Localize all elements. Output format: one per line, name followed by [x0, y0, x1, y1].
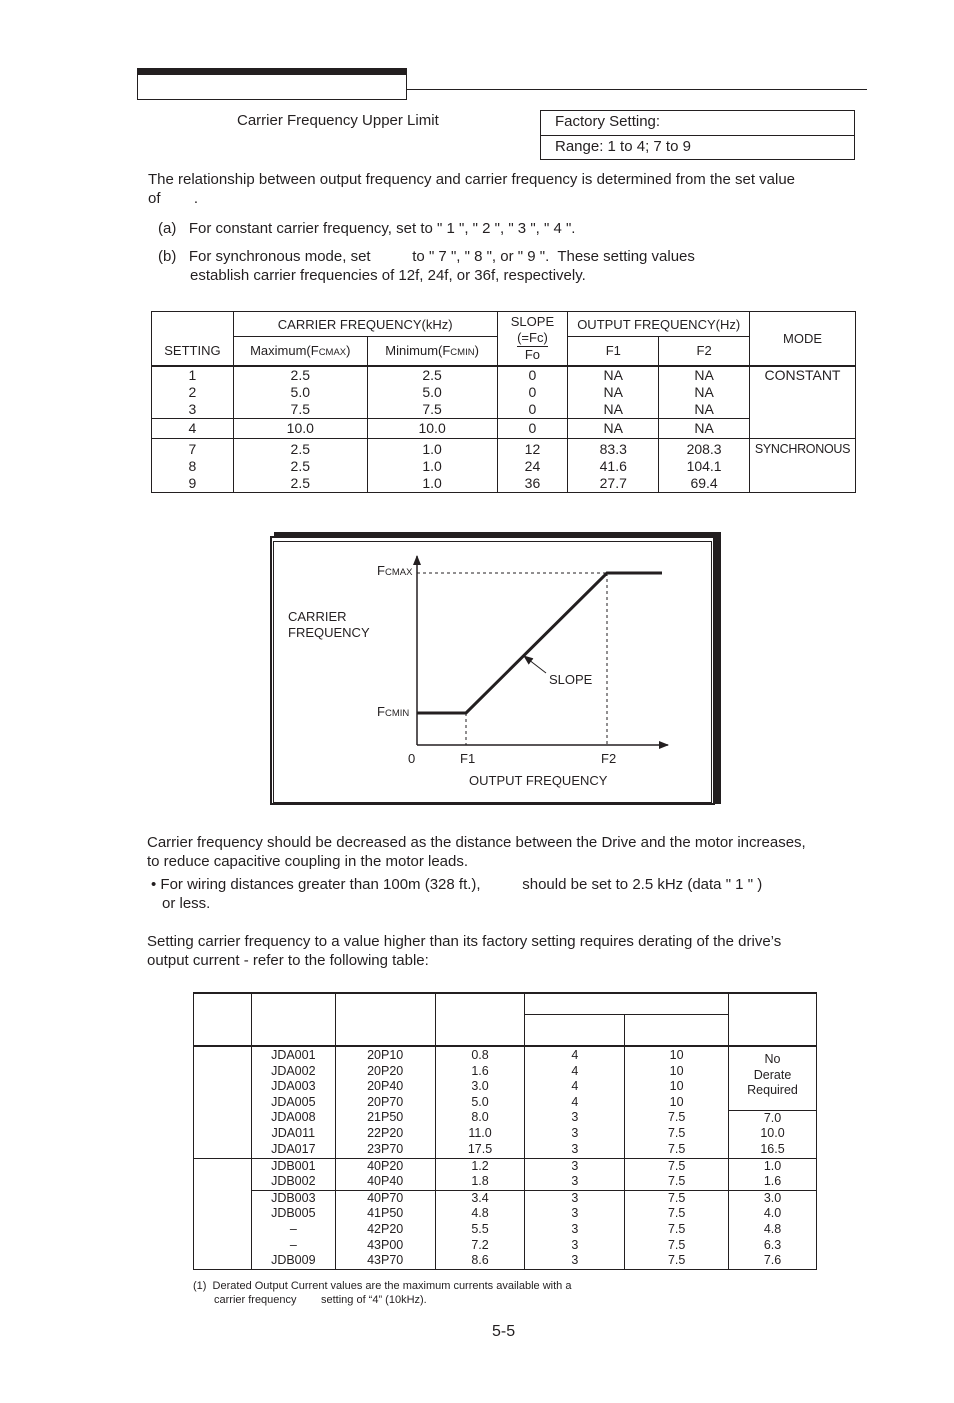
- header-minimum: Minimum(FCMIN): [367, 337, 497, 366]
- header-cell: [194, 993, 252, 1046]
- intro-line-1: The relationship between output frequency and carrier frequency is determined from the set value: [148, 171, 796, 188]
- max-cell: 2.5 2.5 2.5: [233, 438, 367, 492]
- footnote-line-1: (1) Derated Output Current values are the maximum currents available with a: [193, 1280, 572, 1292]
- derate-cell: No Derate Required: [729, 1046, 817, 1110]
- f2-cell: NA: [659, 418, 750, 438]
- model-cell: JDB001 JDB002: [251, 1158, 335, 1190]
- fcmax-label: FCMAX: [377, 563, 413, 578]
- intro-item-b-line-2: establish carrier frequencies of 12f, 24f, or 36f, respectively.: [190, 267, 586, 284]
- header-cell: [435, 993, 525, 1046]
- header-cell: [729, 993, 817, 1046]
- derate-cell: 7.0 10.0 16.5: [729, 1110, 817, 1158]
- f2-cell: NA NA NA: [659, 366, 750, 419]
- slope-cell: 0 0 0: [497, 366, 568, 419]
- slope-cell: 0: [497, 418, 568, 438]
- carrier-cell: 4 4 4 4: [525, 1046, 625, 1110]
- current-cell: 0.8 1.6 3.0 5.0: [435, 1046, 525, 1110]
- current-cell: 1.2 1.8: [435, 1158, 525, 1190]
- header-f1: F1: [568, 337, 659, 366]
- carrier-cell: 3 3 3 3 3: [525, 1190, 625, 1269]
- y-axis-label-line-1: CARRIER: [288, 609, 347, 624]
- page-number: 5-5: [492, 1323, 516, 1340]
- derate-cell: 1.0 1.6: [729, 1158, 817, 1190]
- mode-constant-cell: CONSTANT: [750, 366, 856, 439]
- parameter-title: Carrier Frequency Upper Limit: [237, 112, 439, 129]
- factory-setting-label: Factory Setting:: [555, 113, 661, 130]
- slope-title: SLOPE: [510, 313, 555, 329]
- slope-cell: 12 24 36: [497, 438, 568, 492]
- carrier-curve: [417, 573, 662, 713]
- f1-cell: 83.3 41.6 27.7: [568, 438, 659, 492]
- header-cell: [525, 993, 729, 1014]
- bullet-line-2: or less.: [162, 895, 211, 912]
- mode-synchronous-cell: SYNCHRONOUS: [750, 438, 856, 492]
- header-carrier-frequency: CARRIER FREQUENCY(kHz): [233, 312, 497, 337]
- carrier-cell: 10 10 10 10: [625, 1046, 729, 1110]
- setting-cell: 1 2 3: [152, 366, 234, 419]
- f1-cell: NA NA NA: [568, 366, 659, 419]
- voltage-class-cell: [194, 1158, 252, 1269]
- slope-numerator: (=Fc): [517, 329, 548, 345]
- carrier-cell: 3 3 3: [525, 1110, 625, 1158]
- header-mode: MODE: [750, 312, 856, 366]
- derating-table: [193, 992, 817, 1270]
- f2-axis-label: F2: [601, 751, 617, 766]
- table-row: [194, 1190, 817, 1269]
- code-cell: 40P20 40P40: [335, 1158, 435, 1190]
- slope-denominator: Fo: [524, 346, 541, 362]
- model-cell: JDB003 JDB005 – – JDB009: [251, 1190, 335, 1269]
- range-label: Range: 1 to 4; 7 to 9: [541, 135, 854, 159]
- model-cell: JDA008 JDA011 JDA017: [251, 1110, 335, 1158]
- setting-cell: 4: [152, 418, 234, 438]
- carrier-cell: 7.5 7.5: [625, 1158, 729, 1190]
- header-cell: [625, 1014, 729, 1046]
- note-2-line-1: Setting carrier frequency to a value higher than its factory setting requires derating of the drive’s: [147, 933, 782, 950]
- model-cell: JDA001 JDA002 JDA003 JDA005: [251, 1046, 335, 1110]
- header-cell: [335, 993, 435, 1046]
- min-cell: 2.5 5.0 7.5: [367, 366, 497, 419]
- intro-item-a: (a) For constant carrier frequency, set to " 1 ", " 2 ", " 3 ", " 4 ".: [158, 220, 576, 237]
- header-maximum: Maximum(FCMAX): [233, 337, 367, 366]
- table-row: [194, 1046, 817, 1110]
- fcmin-label: FCMIN: [377, 704, 410, 719]
- x-axis-label: OUTPUT FREQUENCY: [469, 773, 608, 788]
- table-row: [194, 1158, 817, 1190]
- header-f2: F2: [659, 337, 750, 366]
- table-header-row: [194, 993, 817, 1014]
- intro-item-b-line-1: (b) For synchronous mode, set to " 7 ", " 8 ", or " 9 ". These setting values: [158, 248, 695, 265]
- table-row: [194, 1110, 817, 1158]
- code-cell: 20P10 20P20 20P40 20P70: [335, 1046, 435, 1110]
- header-cell: [251, 993, 335, 1046]
- code-cell: 40P70 41P50 42P20 43P00 43P70: [335, 1190, 435, 1269]
- carrier-cell: 7.5 7.5 7.5 7.5 7.5: [625, 1190, 729, 1269]
- slope-pointer-arrow: [524, 656, 546, 673]
- derate-cell: 3.0 4.0 4.8 6.3 7.6: [729, 1190, 817, 1269]
- code-cell: 21P50 22P20 23P70: [335, 1110, 435, 1158]
- max-cell: 2.5 5.0 7.5: [233, 366, 367, 419]
- voltage-class-cell: [194, 1046, 252, 1158]
- setting-cell: 7 8 9: [152, 438, 234, 492]
- slope-label: SLOPE: [549, 672, 593, 687]
- header-cell: [525, 1014, 625, 1046]
- x-origin-label: 0: [408, 751, 416, 766]
- header-setting: SETTING: [152, 312, 234, 366]
- note-1-line-2: to reduce capacitive coupling in the motor leads.: [147, 853, 469, 870]
- min-cell: 10.0: [367, 418, 497, 438]
- note-2-line-2: output current - refer to the following table:: [147, 952, 429, 969]
- intro-line-2: of .: [148, 190, 199, 207]
- f2-cell: 208.3 104.1 69.4: [659, 438, 750, 492]
- f1-axis-label: F1: [460, 751, 476, 766]
- carrier-cell: 3 3: [525, 1158, 625, 1190]
- y-axis-label-line-2: FREQUENCY: [288, 625, 370, 640]
- note-1-line-1: Carrier frequency should be decreased as the distance between the Drive and the motor increases,: [147, 834, 806, 851]
- min-cell: 1.0 1.0 1.0: [367, 438, 497, 492]
- current-cell: 3.4 4.8 5.5 7.2 8.6: [435, 1190, 525, 1269]
- current-cell: 8.0 11.0 17.5: [435, 1110, 525, 1158]
- header-output-frequency: OUTPUT FREQUENCY(Hz): [568, 312, 750, 337]
- max-cell: 10.0: [233, 418, 367, 438]
- footnote-line-2: carrier frequency setting of “4” (10kHz).: [214, 1294, 427, 1306]
- f1-cell: NA: [568, 418, 659, 438]
- carrier-cell: 7.5 7.5 7.5: [625, 1110, 729, 1158]
- bullet-line-1: • For wiring distances greater than 100m (328 ft.), should be set to 2.5 kHz (data " 1 " ): [151, 876, 763, 893]
